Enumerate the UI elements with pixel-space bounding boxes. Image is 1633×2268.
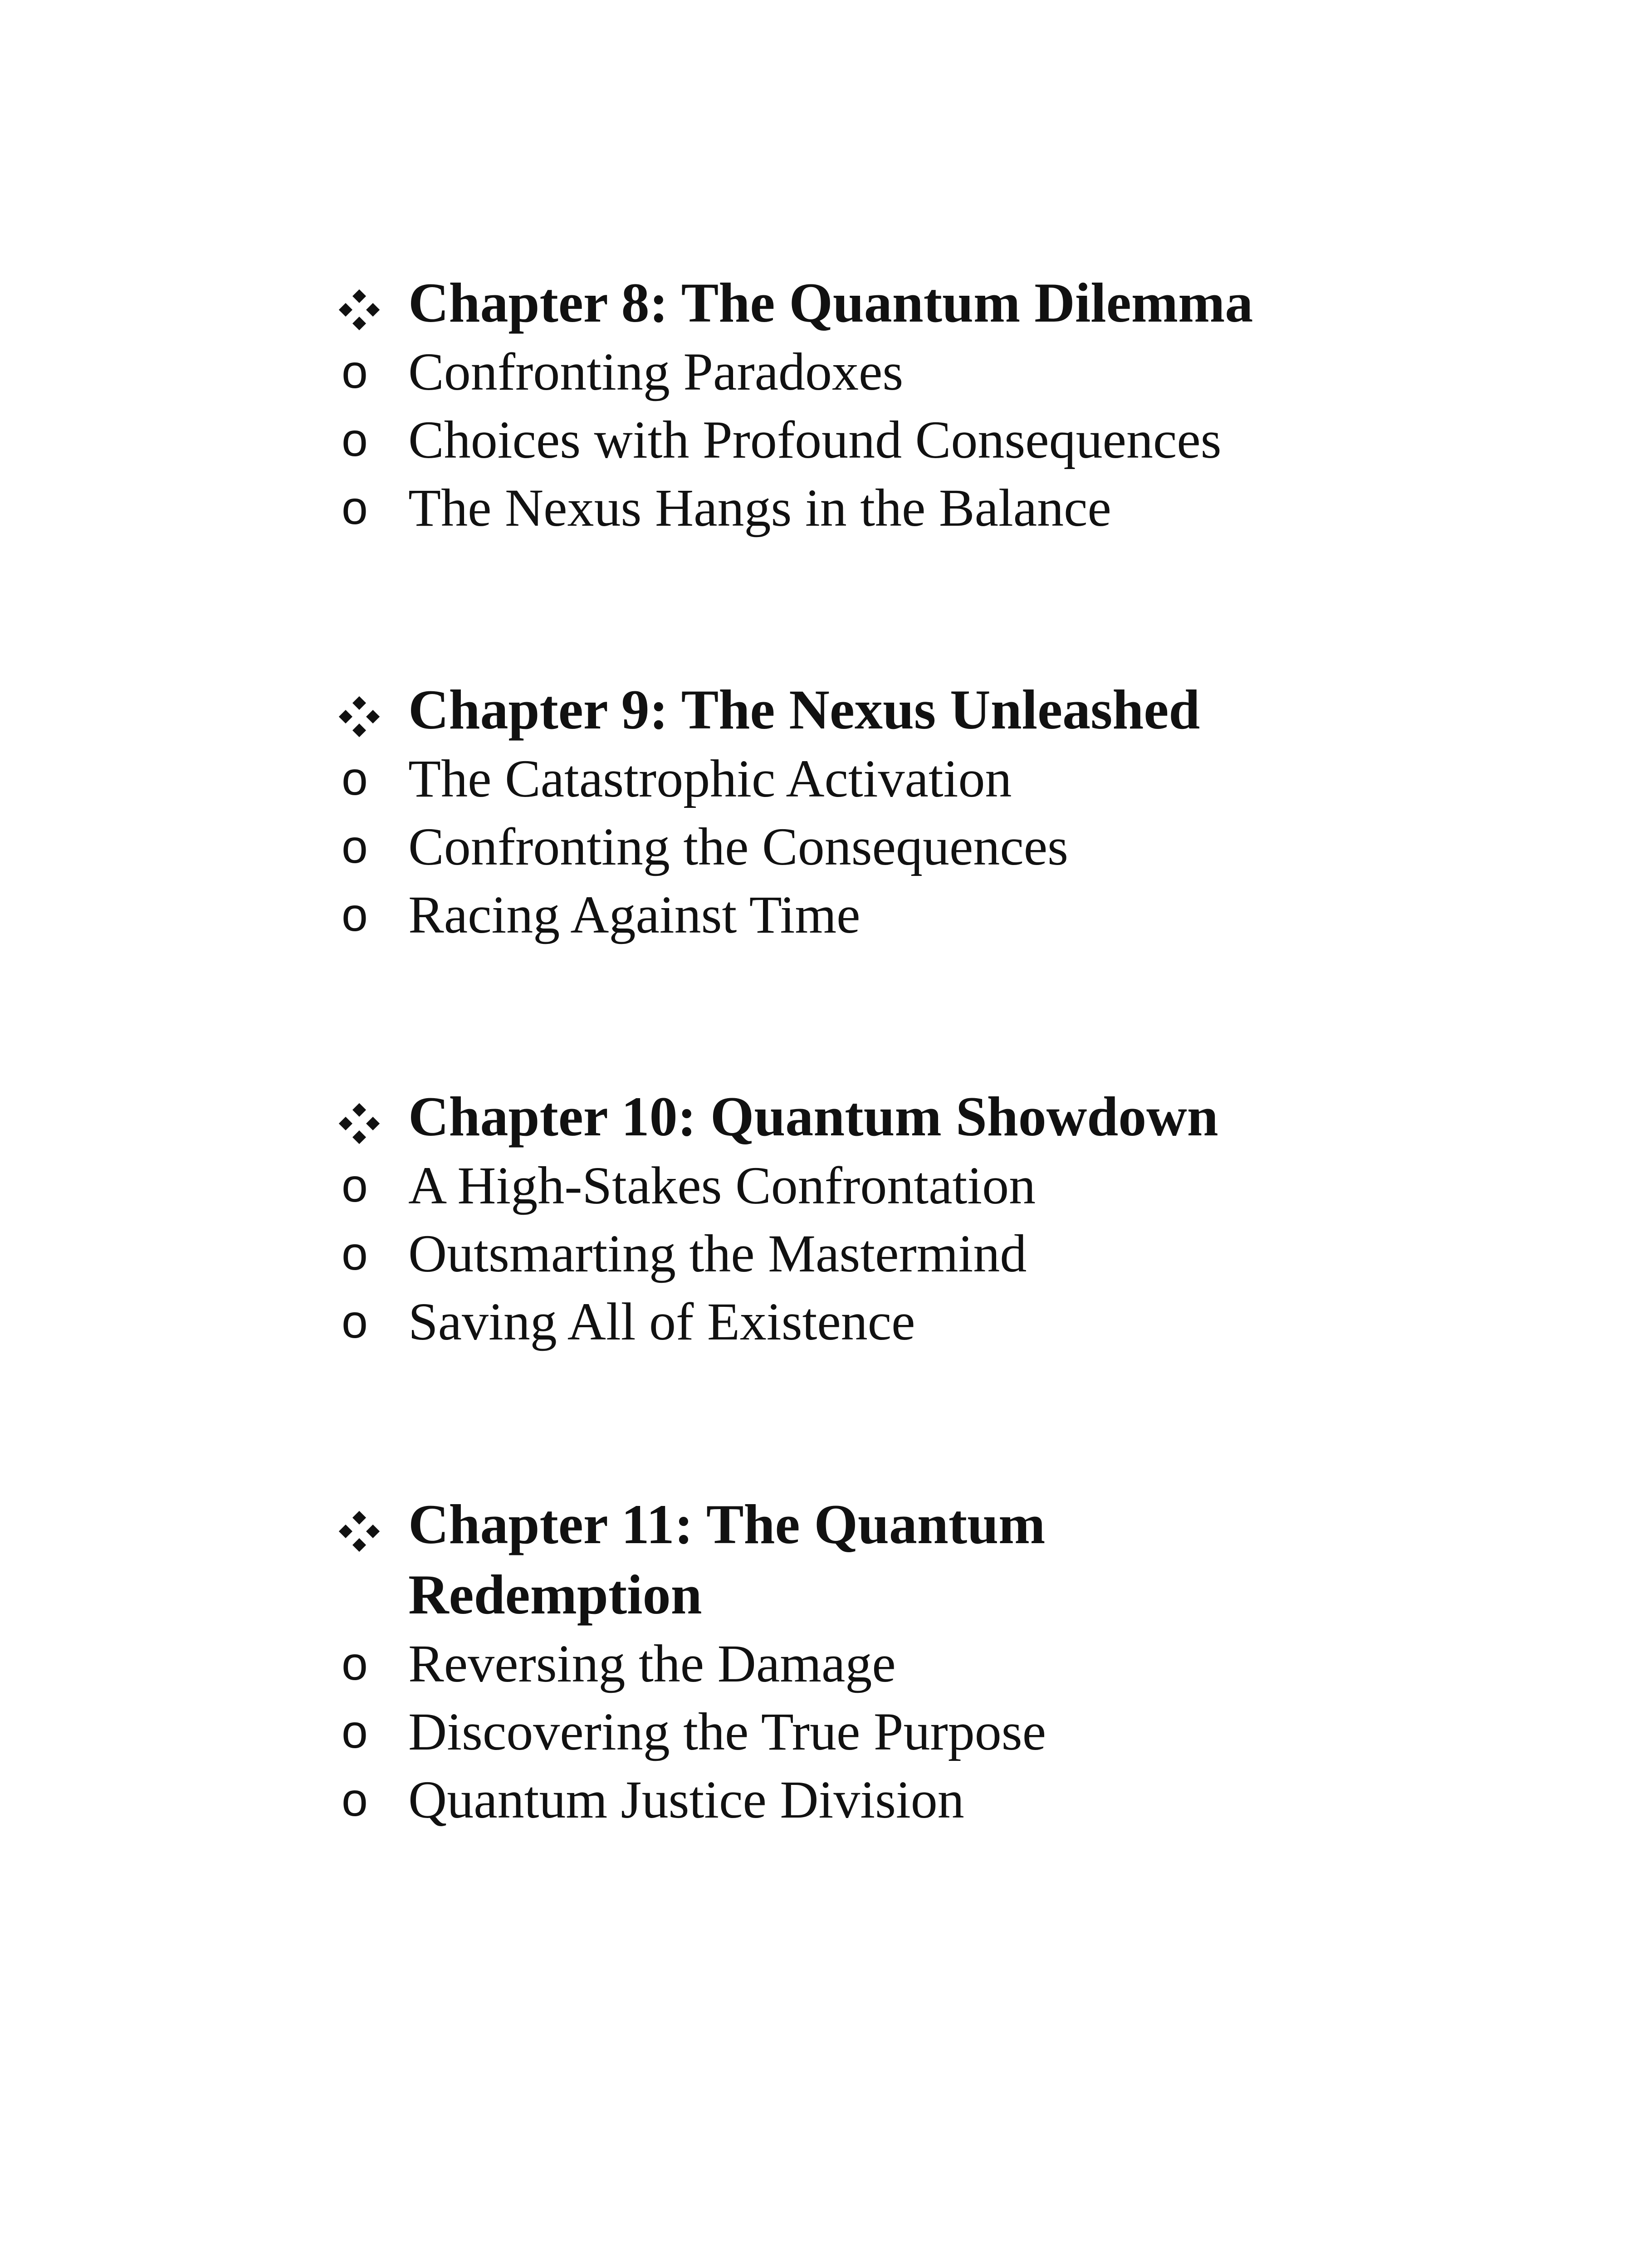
four-diamond-icon	[338, 1510, 381, 1553]
section-label: Discovering the True Purpose	[408, 1702, 1046, 1761]
section-label: The Nexus Hangs in the Balance	[408, 478, 1111, 538]
section-label: Saving All of Existence	[408, 1292, 915, 1351]
circle-bullet-icon: o	[342, 1295, 368, 1348]
section-item	[338, 406, 1472, 474]
chapter-title: Chapter 11: The Quantum Redemption	[408, 1493, 1046, 1626]
section-item	[338, 745, 1472, 813]
chapter-8	[338, 268, 1472, 542]
chapter-title: Chapter 8: The Quantum Dilemma	[408, 272, 1253, 334]
section-label: Quantum Justice Division	[408, 1770, 964, 1829]
section-list	[338, 1630, 1472, 1834]
four-diamond-icon	[338, 1102, 381, 1145]
section-item	[338, 1152, 1472, 1220]
circle-bullet-icon: o	[342, 482, 368, 534]
chapter-10	[338, 1081, 1472, 1356]
section-list	[338, 338, 1472, 542]
section-item	[338, 813, 1472, 881]
circle-bullet-icon: o	[342, 1637, 368, 1690]
chapter-heading	[338, 675, 1472, 745]
section-item	[338, 474, 1472, 542]
circle-bullet-icon: o	[342, 889, 368, 941]
section-item	[338, 1766, 1472, 1834]
four-diamond-icon	[338, 695, 381, 738]
circle-bullet-icon: o	[342, 1159, 368, 1212]
circle-bullet-icon: o	[342, 821, 368, 873]
section-label: The Catastrophic Activation	[408, 749, 1012, 808]
circle-bullet-icon: o	[342, 1227, 368, 1280]
chapter-heading	[338, 1081, 1472, 1152]
section-label: A High-Stakes Confrontation	[408, 1156, 1036, 1215]
section-item	[338, 338, 1472, 406]
chapter-heading	[338, 268, 1472, 338]
section-item	[338, 1288, 1472, 1356]
chapter-title: Chapter 9: The Nexus Unleashed	[408, 679, 1200, 741]
circle-bullet-icon: o	[342, 414, 368, 466]
four-diamond-icon	[338, 288, 381, 331]
section-label: Confronting the Consequences	[408, 817, 1069, 876]
section-label: Outsmarting the Mastermind	[408, 1224, 1027, 1283]
section-list	[338, 1152, 1472, 1356]
chapter-11	[338, 1489, 1472, 1834]
section-label: Racing Against Time	[408, 885, 861, 944]
section-item	[338, 881, 1472, 949]
section-list	[338, 745, 1472, 949]
circle-bullet-icon: o	[342, 753, 368, 805]
section-item	[338, 1630, 1472, 1698]
circle-bullet-icon: o	[342, 1774, 368, 1826]
section-item	[338, 1220, 1472, 1288]
section-label: Choices with Profound Consequences	[408, 410, 1222, 469]
circle-bullet-icon: o	[342, 1706, 368, 1758]
section-label: Confronting Paradoxes	[408, 342, 904, 401]
chapter-title: Chapter 10: Quantum Showdown	[408, 1085, 1218, 1148]
chapter-heading	[338, 1489, 1338, 1630]
circle-bullet-icon: o	[342, 346, 368, 398]
section-label: Reversing the Damage	[408, 1634, 896, 1693]
section-item	[338, 1698, 1472, 1766]
chapter-9	[338, 675, 1472, 949]
